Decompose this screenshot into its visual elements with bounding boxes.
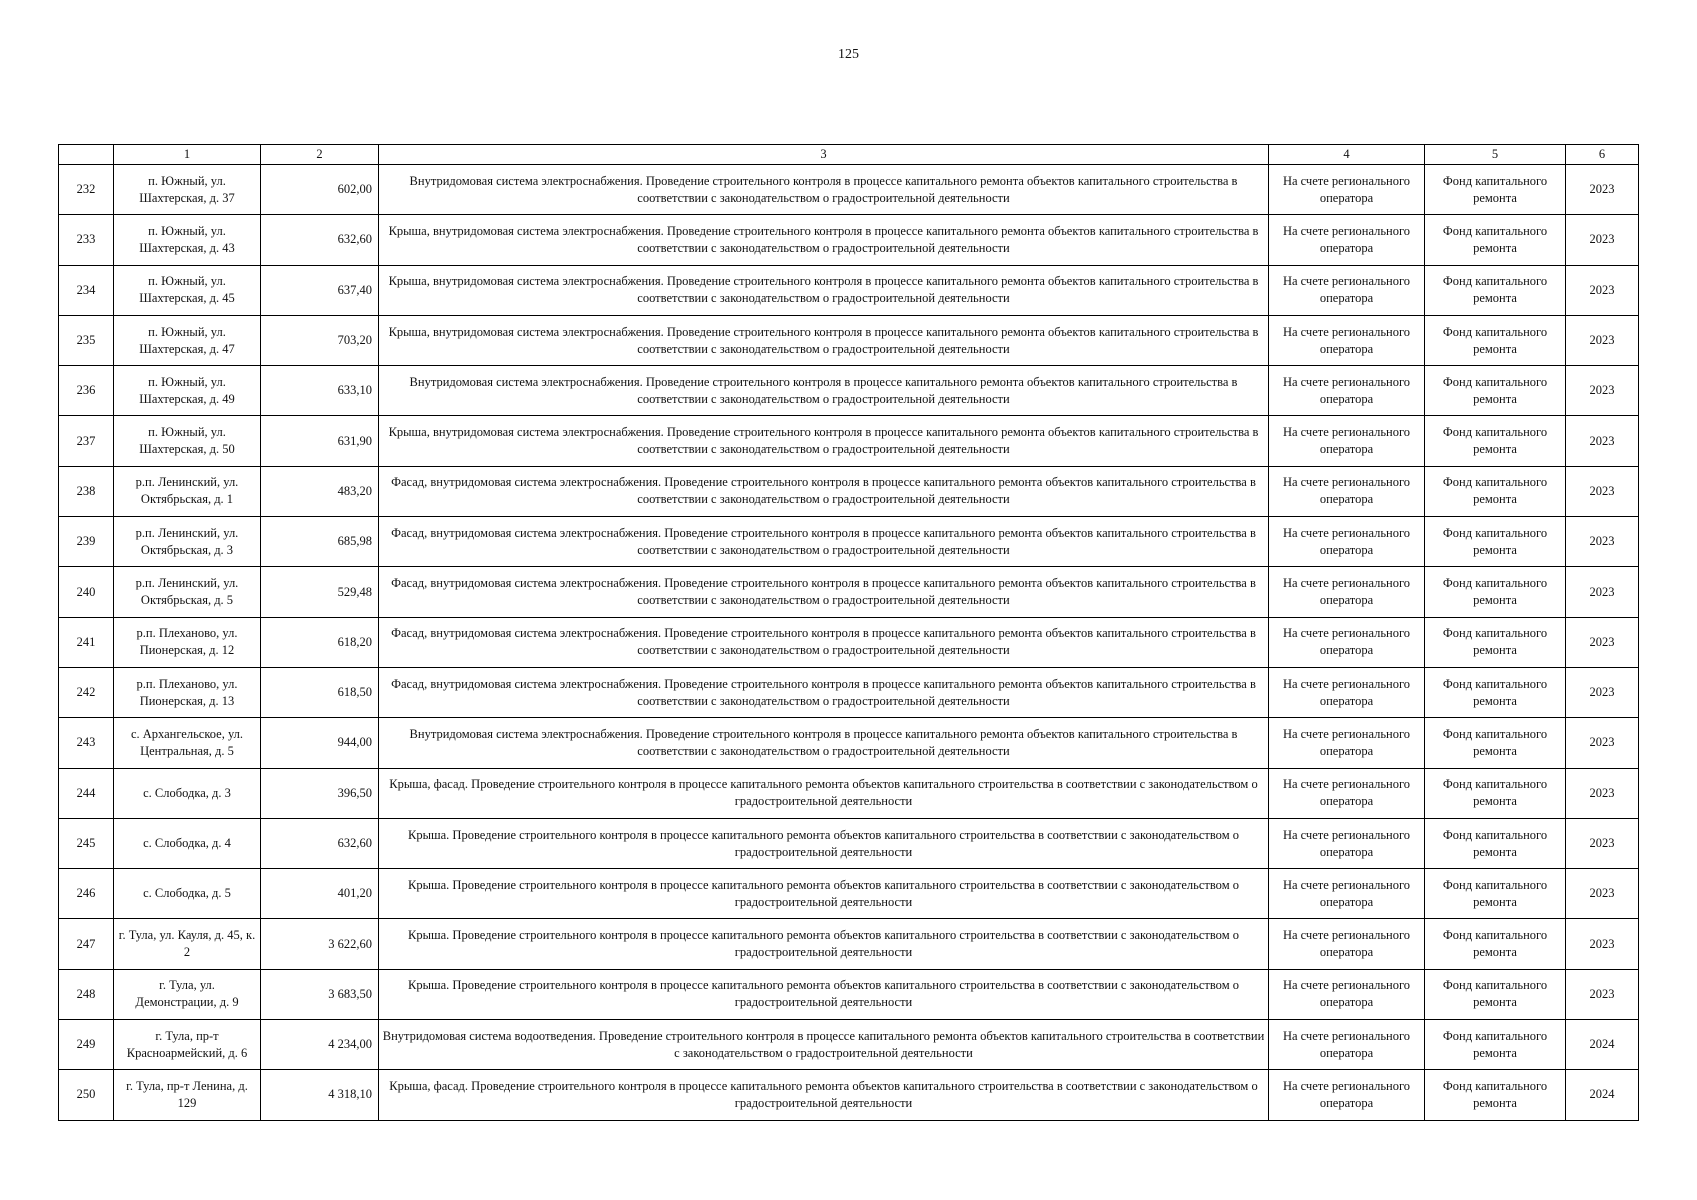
address-cell: п. Южный, ул. Шахтерская, д. 45 (114, 265, 261, 315)
table-body (59, 165, 1639, 1121)
account-cell: На счете регионального оператора (1269, 165, 1425, 215)
table-row (59, 919, 1639, 969)
column-header-index (59, 145, 114, 165)
column-header-4: 4 (1269, 145, 1425, 165)
works-cell: Крыша, фасад. Проведение строительного контроля в процессе капитального ремонта объектов капитального строительства в соответствии с законодательством о градостроительной деятельности (379, 768, 1269, 818)
account-cell: На счете регионального оператора (1269, 517, 1425, 567)
row-number: 236 (59, 366, 114, 416)
year-cell: 2023 (1566, 869, 1639, 919)
address-cell: п. Южный, ул. Шахтерская, д. 49 (114, 366, 261, 416)
row-number: 234 (59, 265, 114, 315)
row-number: 238 (59, 466, 114, 516)
address-cell: с. Слободка, д. 4 (114, 818, 261, 868)
source-cell: Фонд капитального ремонта (1425, 215, 1566, 265)
area-cell: 396,50 (261, 768, 379, 818)
year-cell: 2023 (1566, 667, 1639, 717)
area-cell: 401,20 (261, 869, 379, 919)
row-number: 233 (59, 215, 114, 265)
year-cell: 2023 (1566, 919, 1639, 969)
area-cell: 637,40 (261, 265, 379, 315)
year-cell: 2023 (1566, 818, 1639, 868)
source-cell: Фонд капитального ремонта (1425, 567, 1566, 617)
account-cell: На счете регионального оператора (1269, 1020, 1425, 1070)
address-cell: с. Архангельское, ул. Центральная, д. 5 (114, 718, 261, 768)
year-cell: 2023 (1566, 517, 1639, 567)
works-cell: Фасад, внутридомовая система электроснабжения. Проведение строительного контроля в процессе капитального ремонта объектов капитального строительства в соответствии с законодательством о градостроительной деятельности (379, 617, 1269, 667)
source-cell: Фонд капитального ремонта (1425, 969, 1566, 1019)
address-cell: п. Южный, ул. Шахтерская, д. 47 (114, 315, 261, 365)
source-cell: Фонд капитального ремонта (1425, 768, 1566, 818)
year-cell: 2024 (1566, 1070, 1639, 1120)
area-cell: 3 683,50 (261, 969, 379, 1019)
address-cell: р.п. Ленинский, ул. Октябрьская, д. 1 (114, 466, 261, 516)
table-row (59, 215, 1639, 265)
year-cell: 2023 (1566, 617, 1639, 667)
table-row (59, 517, 1639, 567)
works-cell: Крыша, внутридомовая система электроснабжения. Проведение строительного контроля в процессе капитального ремонта объектов капитального строительства в соответствии с законодательством о градостроительной деятельности (379, 265, 1269, 315)
account-cell: На счете регионального оператора (1269, 617, 1425, 667)
row-number: 245 (59, 818, 114, 868)
account-cell: На счете регионального оператора (1269, 1070, 1425, 1120)
row-number: 246 (59, 869, 114, 919)
works-cell: Внутридомовая система электроснабжения. Проведение строительного контроля в процессе капитального ремонта объектов капитального строительства в соответствии с законодательством о градостроительной деятельности (379, 165, 1269, 215)
year-cell: 2023 (1566, 315, 1639, 365)
area-cell: 618,50 (261, 667, 379, 717)
source-cell: Фонд капитального ремонта (1425, 517, 1566, 567)
row-number: 240 (59, 567, 114, 617)
address-cell: р.п. Плеханово, ул. Пионерская, д. 13 (114, 667, 261, 717)
year-cell: 2023 (1566, 718, 1639, 768)
works-cell: Крыша, фасад. Проведение строительного контроля в процессе капитального ремонта объектов капитального строительства в соответствии с законодательством о градостроительной деятельности (379, 1070, 1269, 1120)
address-cell: г. Тула, ул. Кауля, д. 45, к. 2 (114, 919, 261, 969)
year-cell: 2023 (1566, 366, 1639, 416)
area-cell: 632,60 (261, 215, 379, 265)
works-cell: Фасад, внутридомовая система электроснабжения. Проведение строительного контроля в процессе капитального ремонта объектов капитального строительства в соответствии с законодательством о градостроительной деятельности (379, 466, 1269, 516)
row-number: 250 (59, 1070, 114, 1120)
account-cell: На счете регионального оператора (1269, 265, 1425, 315)
works-cell: Крыша. Проведение строительного контроля в процессе капитального ремонта объектов капитального строительства в соответствии с законодательством о градостроительной деятельности (379, 818, 1269, 868)
column-header-3: 3 (379, 145, 1269, 165)
capital-repair-table (58, 144, 1639, 1121)
row-number: 247 (59, 919, 114, 969)
row-number: 249 (59, 1020, 114, 1070)
area-cell: 631,90 (261, 416, 379, 466)
year-cell: 2023 (1566, 215, 1639, 265)
account-cell: На счете регионального оператора (1269, 969, 1425, 1019)
account-cell: На счете регионального оператора (1269, 567, 1425, 617)
row-number: 242 (59, 667, 114, 717)
row-number: 237 (59, 416, 114, 466)
area-cell: 632,60 (261, 818, 379, 868)
row-number: 244 (59, 768, 114, 818)
address-cell: г. Тула, ул. Демонстрации, д. 9 (114, 969, 261, 1019)
source-cell: Фонд капитального ремонта (1425, 466, 1566, 516)
table-row (59, 366, 1639, 416)
row-number: 232 (59, 165, 114, 215)
address-cell: с. Слободка, д. 5 (114, 869, 261, 919)
year-cell: 2023 (1566, 768, 1639, 818)
source-cell: Фонд капитального ремонта (1425, 315, 1566, 365)
works-cell: Фасад, внутридомовая система электроснабжения. Проведение строительного контроля в процессе капитального ремонта объектов капитального строительства в соответствии с законодательством о градостроительной деятельности (379, 517, 1269, 567)
year-cell: 2023 (1566, 265, 1639, 315)
address-cell: р.п. Ленинский, ул. Октябрьская, д. 3 (114, 517, 261, 567)
table-header (59, 145, 1639, 165)
account-cell: На счете регионального оператора (1269, 215, 1425, 265)
table-row (59, 165, 1639, 215)
column-header-6: 6 (1566, 145, 1639, 165)
area-cell: 944,00 (261, 718, 379, 768)
source-cell: Фонд капитального ремонта (1425, 366, 1566, 416)
year-cell: 2023 (1566, 969, 1639, 1019)
works-cell: Крыша, внутридомовая система электроснабжения. Проведение строительного контроля в процессе капитального ремонта объектов капитального строительства в соответствии с законодательством о градостроительной деятельности (379, 215, 1269, 265)
table-row (59, 617, 1639, 667)
account-cell: На счете регионального оператора (1269, 315, 1425, 365)
address-cell: г. Тула, пр-т Красноармейский, д. 6 (114, 1020, 261, 1070)
works-cell: Фасад, внутридомовая система электроснабжения. Проведение строительного контроля в процессе капитального ремонта объектов капитального строительства в соответствии с законодательством о градостроительной деятельности (379, 567, 1269, 617)
account-cell: На счете регионального оператора (1269, 366, 1425, 416)
column-header-1: 1 (114, 145, 261, 165)
row-number: 239 (59, 517, 114, 567)
year-cell: 2023 (1566, 416, 1639, 466)
account-cell: На счете регионального оператора (1269, 466, 1425, 516)
area-cell: 685,98 (261, 517, 379, 567)
account-cell: На счете регионального оператора (1269, 667, 1425, 717)
address-cell: г. Тула, пр-т Ленина, д. 129 (114, 1070, 261, 1120)
area-cell: 483,20 (261, 466, 379, 516)
area-cell: 602,00 (261, 165, 379, 215)
page-number: 125 (838, 47, 859, 62)
column-header-2: 2 (261, 145, 379, 165)
table-row (59, 315, 1639, 365)
year-cell: 2023 (1566, 466, 1639, 516)
table-row (59, 667, 1639, 717)
table-row (59, 718, 1639, 768)
source-cell: Фонд капитального ремонта (1425, 416, 1566, 466)
year-cell: 2023 (1566, 567, 1639, 617)
account-cell: На счете регионального оператора (1269, 718, 1425, 768)
works-cell: Крыша. Проведение строительного контроля в процессе капитального ремонта объектов капитального строительства в соответствии с законодательством о градостроительной деятельности (379, 919, 1269, 969)
account-cell: На счете регионального оператора (1269, 919, 1425, 969)
account-cell: На счете регионального оператора (1269, 416, 1425, 466)
source-cell: Фонд капитального ремонта (1425, 1070, 1566, 1120)
address-cell: п. Южный, ул. Шахтерская, д. 50 (114, 416, 261, 466)
works-cell: Внутридомовая система водоотведения. Проведение строительного контроля в процессе капитального ремонта объектов капитального строительства в соответствии с законодательством о градостроительной деятельности (379, 1020, 1269, 1070)
table-row (59, 416, 1639, 466)
works-cell: Внутридомовая система электроснабжения. Проведение строительного контроля в процессе капитального ремонта объектов капитального строительства в соответствии с законодательством о градостроительной деятельности (379, 366, 1269, 416)
area-cell: 703,20 (261, 315, 379, 365)
source-cell: Фонд капитального ремонта (1425, 617, 1566, 667)
row-number: 243 (59, 718, 114, 768)
works-cell: Крыша. Проведение строительного контроля в процессе капитального ремонта объектов капитального строительства в соответствии с законодательством о градостроительной деятельности (379, 869, 1269, 919)
area-cell: 3 622,60 (261, 919, 379, 969)
source-cell: Фонд капитального ремонта (1425, 818, 1566, 868)
account-cell: На счете регионального оператора (1269, 869, 1425, 919)
area-cell: 4 234,00 (261, 1020, 379, 1070)
works-cell: Крыша, внутридомовая система электроснабжения. Проведение строительного контроля в процессе капитального ремонта объектов капитального строительства в соответствии с законодательством о градостроительной деятельности (379, 416, 1269, 466)
address-cell: п. Южный, ул. Шахтерская, д. 37 (114, 165, 261, 215)
works-cell: Крыша. Проведение строительного контроля в процессе капитального ремонта объектов капитального строительства в соответствии с законодательством о градостроительной деятельности (379, 969, 1269, 1019)
table-row (59, 567, 1639, 617)
table-row (59, 869, 1639, 919)
table-row (59, 818, 1639, 868)
account-cell: На счете регионального оператора (1269, 818, 1425, 868)
table-row (59, 466, 1639, 516)
works-cell: Внутридомовая система электроснабжения. Проведение строительного контроля в процессе капитального ремонта объектов капитального строительства в соответствии с законодательством о градостроительной деятельности (379, 718, 1269, 768)
row-number: 235 (59, 315, 114, 365)
source-cell: Фонд капитального ремонта (1425, 718, 1566, 768)
source-cell: Фонд капитального ремонта (1425, 869, 1566, 919)
source-cell: Фонд капитального ремонта (1425, 265, 1566, 315)
table-row (59, 1020, 1639, 1070)
area-cell: 4 318,10 (261, 1070, 379, 1120)
works-cell: Фасад, внутридомовая система электроснабжения. Проведение строительного контроля в процессе капитального ремонта объектов капитального строительства в соответствии с законодательством о градостроительной деятельности (379, 667, 1269, 717)
area-cell: 529,48 (261, 567, 379, 617)
table-row (59, 969, 1639, 1019)
address-cell: п. Южный, ул. Шахтерская, д. 43 (114, 215, 261, 265)
table-row (59, 265, 1639, 315)
source-cell: Фонд капитального ремонта (1425, 1020, 1566, 1070)
address-cell: с. Слободка, д. 3 (114, 768, 261, 818)
year-cell: 2024 (1566, 1020, 1639, 1070)
address-cell: р.п. Плеханово, ул. Пионерская, д. 12 (114, 617, 261, 667)
table-row (59, 1070, 1639, 1120)
header-row (59, 145, 1639, 165)
source-cell: Фонд капитального ремонта (1425, 919, 1566, 969)
source-cell: Фонд капитального ремонта (1425, 165, 1566, 215)
area-cell: 618,20 (261, 617, 379, 667)
address-cell: р.п. Ленинский, ул. Октябрьская, д. 5 (114, 567, 261, 617)
source-cell: Фонд капитального ремонта (1425, 667, 1566, 717)
area-cell: 633,10 (261, 366, 379, 416)
row-number: 241 (59, 617, 114, 667)
table-row (59, 768, 1639, 818)
year-cell: 2023 (1566, 165, 1639, 215)
works-cell: Крыша, внутридомовая система электроснабжения. Проведение строительного контроля в процессе капитального ремонта объектов капитального строительства в соответствии с законодательством о градостроительной деятельности (379, 315, 1269, 365)
account-cell: На счете регионального оператора (1269, 768, 1425, 818)
row-number: 248 (59, 969, 114, 1019)
column-header-5: 5 (1425, 145, 1566, 165)
